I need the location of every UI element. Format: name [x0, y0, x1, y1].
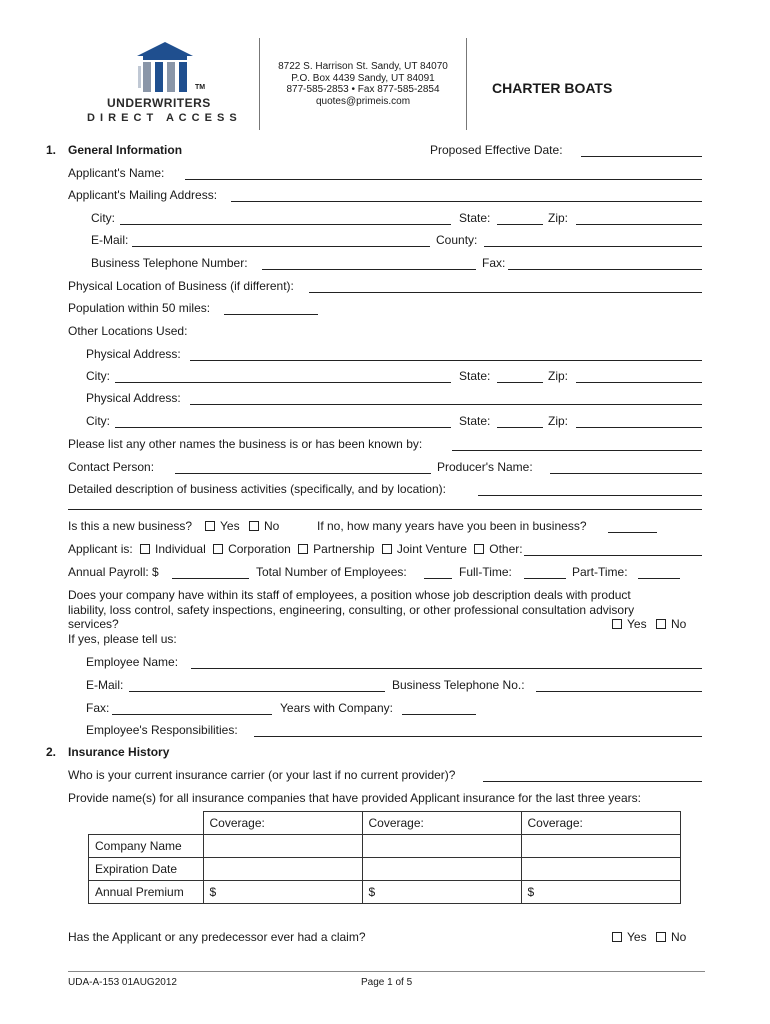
- mailing-address-field[interactable]: [231, 201, 702, 202]
- city-field[interactable]: [115, 382, 451, 383]
- annual-payroll-field[interactable]: [172, 578, 249, 579]
- physical-address-field[interactable]: [190, 360, 702, 361]
- section-number: 1.: [46, 143, 57, 157]
- employee-business-phone-label: Business Telephone No.:: [392, 678, 525, 692]
- no-label: No: [264, 519, 280, 533]
- employee-business-phone-field[interactable]: [536, 691, 702, 692]
- city-field[interactable]: [120, 224, 451, 225]
- applicant-type-corporation[interactable]: [213, 542, 291, 556]
- employee-fax-field[interactable]: [112, 714, 272, 715]
- no-label: No: [671, 930, 687, 944]
- checkbox-icon[interactable]: [656, 932, 666, 942]
- footer-rule: [68, 971, 705, 972]
- physical-location-field[interactable]: [309, 292, 702, 293]
- city-field[interactable]: [115, 427, 451, 428]
- years-with-company-label: Years with Company:: [280, 701, 393, 715]
- fax-label: Fax:: [482, 256, 506, 270]
- if-yes-label: If yes, please tell us:: [68, 632, 177, 646]
- population-field[interactable]: [224, 314, 318, 315]
- row-label-expiration-date: Expiration Date: [89, 858, 204, 881]
- new-business-question: Is this a new business?: [68, 519, 193, 533]
- form-id: UDA-A-153 01AUG2012: [68, 977, 177, 988]
- total-employees-label: Total Number of Employees:: [256, 565, 407, 579]
- applicant-name-label: Applicant's Name:: [68, 166, 165, 180]
- partnership-label: Partnership: [313, 542, 375, 556]
- other-names-label: Please list any other names the business is or has been known by:: [68, 437, 423, 451]
- state-field[interactable]: [497, 427, 543, 428]
- logo-word-direct-access: D I R E C T A C C E S S: [87, 112, 238, 124]
- business-description-field[interactable]: [478, 495, 702, 496]
- table-cell[interactable]: [362, 835, 521, 858]
- company-address: [262, 61, 464, 107]
- physical-address-label: Physical Address:: [86, 347, 181, 361]
- business-phone-label: Business Telephone Number:: [91, 256, 248, 270]
- table-cell[interactable]: [203, 858, 362, 881]
- address-line: 8722 S. Harrison St. Sandy, UT 84070: [278, 61, 448, 72]
- section-title: General Information: [68, 143, 183, 157]
- yes-label: Yes: [220, 519, 240, 533]
- employee-email-field[interactable]: [129, 691, 385, 692]
- employee-name-label: Employee Name:: [86, 655, 179, 669]
- checkbox-icon[interactable]: [612, 619, 622, 629]
- logo-word-underwriters: UNDERWRITERS: [107, 96, 211, 110]
- population-label: Population within 50 miles:: [68, 301, 211, 315]
- county-field[interactable]: [484, 246, 702, 247]
- state-field[interactable]: [497, 224, 543, 225]
- table-cell[interactable]: [362, 858, 521, 881]
- annual-payroll-label: Annual Payroll: $: [68, 565, 159, 579]
- staff-question-yes[interactable]: [612, 617, 647, 631]
- checkbox-icon[interactable]: [140, 544, 150, 554]
- table-header-row: [89, 812, 681, 835]
- state-field[interactable]: [497, 382, 543, 383]
- table-cell[interactable]: $: [362, 881, 521, 904]
- state-label: State:: [459, 414, 491, 428]
- zip-field[interactable]: [576, 427, 702, 428]
- checkbox-icon[interactable]: [656, 619, 666, 629]
- provide-names-label: Provide name(s) for all insurance companies that have provided Applicant insurance for the last three years:: [68, 791, 641, 805]
- row-label-company-name: Company Name: [89, 835, 204, 858]
- individual-label: Individual: [155, 542, 206, 556]
- employee-fax-label: Fax:: [86, 701, 110, 715]
- staff-question-line2: liability, loss control, safety inspections, engineering, consulting, or other professional consultation advisory: [68, 603, 635, 617]
- insurance-history-table: [88, 811, 681, 904]
- checkbox-icon[interactable]: [205, 521, 215, 531]
- physical-address-field[interactable]: [190, 404, 702, 405]
- other-locations-label: Other Locations Used:: [68, 324, 188, 338]
- other-label: Other:: [489, 542, 523, 556]
- zip-field[interactable]: [576, 382, 702, 383]
- no-label: No: [671, 617, 687, 631]
- years-with-company-field[interactable]: [402, 714, 476, 715]
- contact-person-label: Contact Person:: [68, 460, 155, 474]
- new-business-no[interactable]: [249, 519, 279, 533]
- applicant-name-field[interactable]: [185, 179, 702, 180]
- checkbox-icon[interactable]: [213, 544, 223, 554]
- applicant-is-label: Applicant is:: [68, 542, 133, 556]
- proposed-effective-date-field[interactable]: [581, 156, 702, 157]
- address-line: P.O. Box 4439 Sandy, UT 84091: [291, 72, 435, 84]
- full-time-label: Full-Time:: [459, 565, 512, 579]
- header-divider-right: [466, 38, 467, 130]
- current-carrier-label: Who is your current insurance carrier (or your last if no current provider)?: [68, 768, 456, 782]
- employee-responsibilities-field[interactable]: [254, 736, 702, 737]
- company-logo: [85, 38, 245, 130]
- city-label: City:: [86, 369, 110, 383]
- applicant-type-individual[interactable]: [140, 542, 206, 556]
- email-label: E-Mail:: [91, 233, 129, 247]
- logo-building-icon: [85, 38, 245, 98]
- part-time-field[interactable]: [638, 578, 680, 579]
- yes-label: Yes: [627, 930, 647, 944]
- county-label: County:: [436, 233, 478, 247]
- zip-label: Zip:: [548, 414, 569, 428]
- applicant-type-partnership[interactable]: [298, 542, 374, 556]
- claim-question: Has the Applicant or any predecessor ever had a claim?: [68, 930, 366, 944]
- city-label: City:: [86, 414, 110, 428]
- fax-field[interactable]: [508, 269, 702, 270]
- years-in-business-field[interactable]: [608, 532, 657, 533]
- table-cell[interactable]: $: [203, 881, 362, 904]
- years-in-business-label: If no, how many years have you been in business?: [317, 519, 587, 533]
- table-cell[interactable]: [203, 835, 362, 858]
- table-row: [89, 858, 681, 881]
- applicant-type-joint-venture[interactable]: [382, 542, 467, 556]
- producers-name-field[interactable]: [550, 473, 702, 474]
- business-phone-field[interactable]: [262, 269, 476, 270]
- proposed-effective-date-label: Proposed Effective Date:: [430, 143, 563, 157]
- address-line: 877-585-2853 • Fax 877-585-2854: [286, 84, 440, 95]
- yes-label: Yes: [627, 617, 647, 631]
- producers-name-label: Producer's Name:: [437, 460, 533, 474]
- physical-address-label: Physical Address:: [86, 391, 181, 405]
- form-title: CHARTER BOATS: [492, 80, 613, 96]
- staff-question-line1: Does your company have within its staff of employees, a position whose job description deals with product: [68, 588, 631, 602]
- zip-label: Zip:: [548, 369, 569, 383]
- total-employees-field[interactable]: [424, 578, 452, 579]
- claim-no[interactable]: [656, 930, 686, 944]
- coverage-header[interactable]: Coverage:: [203, 812, 362, 835]
- full-time-field[interactable]: [524, 578, 566, 579]
- business-description-label: Detailed description of business activities (specifically, and by location):: [68, 482, 446, 496]
- row-label-annual-premium: Annual Premium: [89, 881, 204, 904]
- corporation-label: Corporation: [228, 542, 291, 556]
- header-divider-left: [259, 38, 260, 130]
- address-line: quotes@primeis.com: [315, 95, 411, 107]
- coverage-header[interactable]: Coverage:: [521, 812, 680, 835]
- applicant-type-other-field[interactable]: [524, 555, 702, 556]
- business-description-field-line2[interactable]: [68, 509, 702, 510]
- checkbox-icon[interactable]: [298, 544, 308, 554]
- table-cell[interactable]: [521, 858, 680, 881]
- physical-location-label: Physical Location of Business (if different):: [68, 279, 294, 293]
- state-label: State:: [459, 369, 491, 383]
- table-cell[interactable]: [521, 835, 680, 858]
- applicant-type-row: [68, 542, 523, 556]
- part-time-label: Part-Time:: [572, 565, 628, 579]
- table-row: [89, 835, 681, 858]
- claim-yes[interactable]: [612, 930, 647, 944]
- logo-tm: TM: [195, 84, 206, 91]
- zip-field[interactable]: [576, 224, 702, 225]
- city-label: City:: [91, 211, 115, 225]
- other-names-field[interactable]: [452, 450, 702, 451]
- state-label: State:: [459, 211, 491, 225]
- checkbox-icon[interactable]: [249, 521, 259, 531]
- employee-email-label: E-Mail:: [86, 678, 124, 692]
- checkbox-icon[interactable]: [612, 932, 622, 942]
- staff-question-no[interactable]: [656, 617, 686, 631]
- table-cell[interactable]: $: [521, 881, 680, 904]
- table-row: [89, 881, 681, 904]
- employee-name-field[interactable]: [191, 668, 702, 669]
- zip-label: Zip:: [548, 211, 569, 225]
- mailing-address-label: Applicant's Mailing Address:: [68, 188, 218, 202]
- email-field[interactable]: [132, 246, 430, 247]
- coverage-header[interactable]: Coverage:: [362, 812, 521, 835]
- section-title: Insurance History: [68, 745, 170, 759]
- contact-person-field[interactable]: [175, 473, 431, 474]
- section-number: 2.: [46, 745, 57, 759]
- checkbox-icon[interactable]: [382, 544, 392, 554]
- employee-responsibilities-label: Employee's Responsibilities:: [86, 723, 238, 737]
- joint-venture-label: Joint Venture: [396, 542, 467, 556]
- applicant-type-other[interactable]: [474, 542, 522, 556]
- current-carrier-field[interactable]: [483, 781, 702, 782]
- page-number: Page 1 of 5: [361, 977, 413, 988]
- table-corner-cell: [89, 812, 204, 835]
- checkbox-icon[interactable]: [474, 544, 484, 554]
- staff-question-line3: services?: [68, 617, 119, 631]
- new-business-yes[interactable]: [205, 519, 240, 533]
